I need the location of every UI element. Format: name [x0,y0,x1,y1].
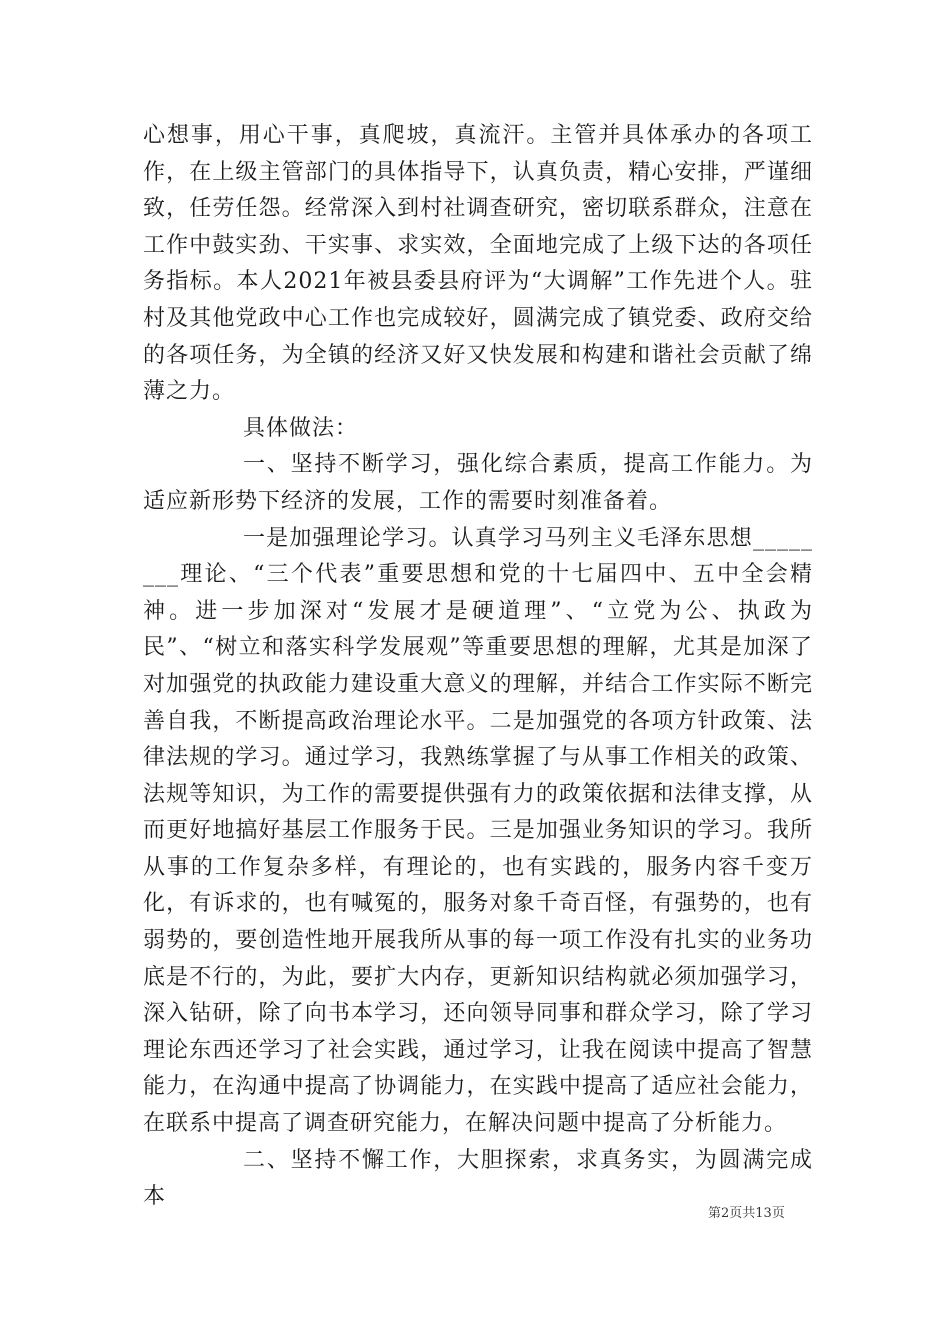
paragraph-5: 二、坚持不懈工作，大胆探索，求真务实，为圆满完成本 [143,1147,813,1210]
paragraph-3: 一、坚持不断学习，强化综合素质，提高工作能力。为适应新形势下经济的发展，工作的需要时刻准备着。 [143,452,813,514]
document-body [143,118,813,1216]
paragraph-2: 具体做法： [243,415,359,441]
paragraph-4: 一是加强理论学习。认真学习马列主义毛泽东思想________理论、“三个代表”重要思想和党的十七届四中、五中全会精神。进一步加深对“发展才是硬道理”、“立党为公、执政为民”、“树立和落实科学发展观”等重要思想的理解，尤其是加深了对加强党的执政能力建设重大意义的理解，并结合工作实际不断完善自我，不断提高政治理论水平。二是加强党的各项方针政策、法律法规的学习。通过学习，我熟练掌握了与从事工作相关的政策、法规等知识，为工作的需要提供强有力的政策依据和法律支撑，从而更好地搞好基层工作服务于民。三是加强业务知识的学习。我所从事的工作复杂多样，有理论的，也有实践的，服务内容千变万化，有诉求的，也有喊冤的，服务对象千奇百怪，有强势的，也有弱势的，要创造性地开展我所从事的每一项工作没有扎实的业务功底是不行的，为此，要扩大内存，更新知识结构就必须加强学习，深入钻研，除了向书本学习，还向领导同事和群众学习，除了学习理论东西还学习了社会实践，通过学习，让我在阅读中提高了智慧能力，在沟通中提高了协调能力，在实践中提高了适应社会能力，在联系中提高了调查研究能力，在解决问题中提高了分析能力。 [143,525,813,1137]
page-number-footer: 第2页共13页 [708,1206,785,1221]
paragraph-1: 心想事，用心干事，真爬坡，真流汗。主管并具体承办的各项工作，在上级主管部门的具体指导下，认真负责，精心安排，严谨细致，任劳任怨。经常深入到村社调查研究，密切联系群众，注意在工作中鼓实劲、干实事、求实效，全面地完成了上级下达的各项任务指标。本人2021年被县委县府评为“大调解”工作先进个人。驻村及其他党政中心工作也完成较好，圆满完成了镇党委、政府交给的各项任务，为全镇的经济又好又快发展和构建和谐社会贡献了绵薄之力。 [143,123,813,405]
